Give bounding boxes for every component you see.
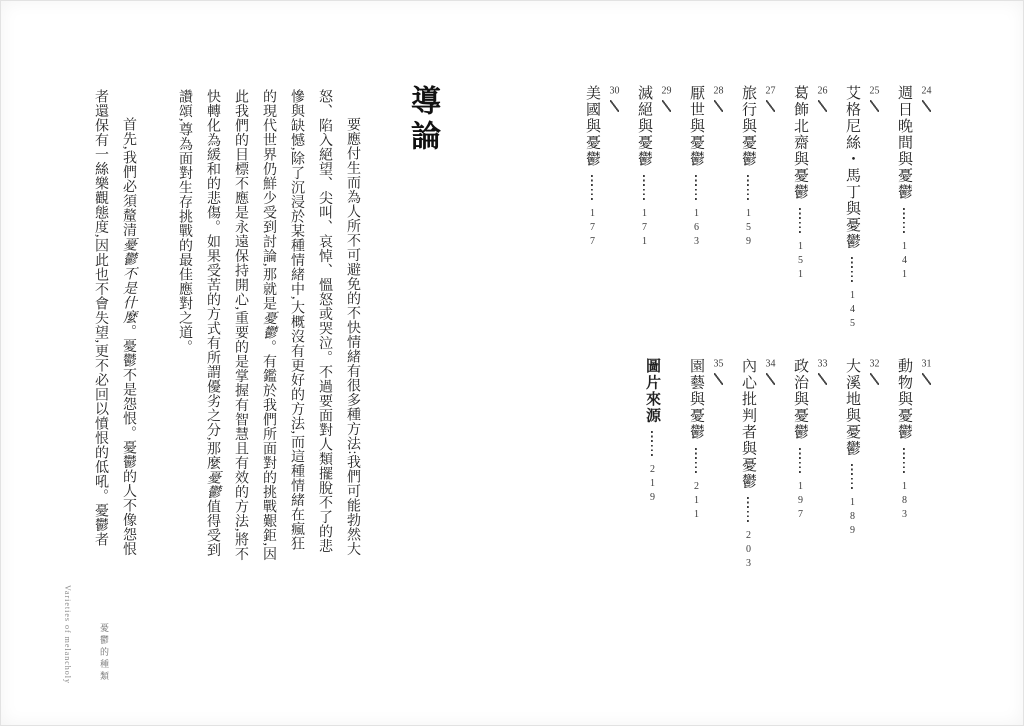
paragraph [86, 89, 142, 561]
dotted-leader [746, 175, 750, 201]
chapter-number: 27 [765, 86, 776, 96]
slash-icon [610, 100, 619, 112]
emphasized-text: 憂鬱不是什麼 [121, 237, 136, 324]
dotted-leader [902, 208, 906, 234]
chapter-number: 25 [869, 86, 880, 96]
chapter-number: 29 [661, 86, 672, 96]
chapter-title: 滅絕與憂鬱 [636, 85, 652, 168]
chapter-number: 32 [869, 359, 880, 369]
slash-icon [922, 373, 931, 385]
body-text: 。有鑑於我們所面對的挑戰艱鉅,因此我們的目標不應是永遠保持開心,重要的是掌握有智慧且有效的方法,將不快轉化為緩和的悲傷。如果受苦的方式有所謂優劣之分,那麼 [205, 89, 276, 561]
page-number: 183 [899, 480, 910, 523]
page-number: 197 [795, 480, 806, 523]
chapter-title: 政治與憂鬱 [792, 358, 808, 441]
running-title-en: Varieties of melancholy [63, 585, 72, 684]
body-text: 首先,我們必須釐清 [121, 117, 136, 237]
slash-icon [766, 373, 775, 385]
toc-entry [789, 358, 833, 688]
page-number: 219 [647, 464, 658, 506]
slash-icon [922, 100, 931, 112]
slash-icon [766, 100, 775, 112]
toc-entry [841, 358, 885, 688]
dotted-leader [902, 448, 906, 474]
dotted-leader [694, 175, 698, 201]
chapter-title: 艾格尼絲・馬丁與憂鬱 [844, 85, 860, 250]
chapter-title: 大溪地與憂鬱 [844, 358, 860, 457]
chapter-title: 旅行與憂鬱 [740, 85, 756, 168]
toc-entry [641, 358, 663, 688]
slash-icon [662, 100, 671, 112]
chapter-title: 葛飾北齋與憂鬱 [792, 85, 808, 201]
chapter-title: 圖片來源 [644, 358, 660, 424]
toc-entry [581, 85, 625, 525]
slash-icon [870, 373, 879, 385]
body-text: 。憂鬱不是怨恨。憂鬱的人不像怨恨者還保有一絲樂觀態度,因此也不會失望,更不必回以憤恨的低吼。憂鬱者 [93, 89, 136, 556]
page-number: 141 [899, 240, 910, 283]
chapter-title: 內心批判者與憂鬱 [740, 358, 756, 490]
chapter-title: 厭世與憂鬱 [688, 85, 704, 168]
dotted-leader [694, 448, 698, 474]
dotted-leader [590, 175, 594, 201]
paragraph [170, 89, 366, 561]
dotted-leader [798, 208, 802, 234]
chapter-number: 24 [921, 86, 932, 96]
page-number: 159 [743, 207, 754, 250]
introduction-body [79, 89, 366, 561]
dotted-leader [642, 175, 646, 201]
slash-icon [714, 100, 723, 112]
running-title-cjk: 憂鬱的種類 [99, 623, 109, 683]
toc-band-bottom [633, 358, 937, 688]
emphasized-text: 憂鬱 [205, 470, 220, 499]
chapter-number: 28 [713, 86, 724, 96]
chapter-title: 週日晚間與憂鬱 [896, 85, 912, 201]
chapter-number: 33 [817, 359, 828, 369]
dotted-leader [798, 448, 802, 474]
toc-entry [685, 358, 729, 688]
page-number: 145 [847, 290, 858, 332]
page-number: 151 [795, 240, 806, 283]
dotted-leader [746, 497, 750, 523]
chapter-number: 26 [817, 86, 828, 96]
dotted-leader [850, 464, 854, 490]
page-number: 203 [743, 530, 754, 572]
chapter-title: 動物與憂鬱 [896, 358, 912, 441]
body-text: 值得受到讚頌,尊為面對生存挑戰的最佳應對之道。 [177, 89, 220, 557]
chapter-title: 園藝與憂鬱 [688, 358, 704, 441]
page-number: 211 [691, 480, 702, 523]
page-number: 171 [639, 207, 650, 250]
slash-icon [870, 100, 879, 112]
emphasized-text: 憂鬱 [261, 310, 276, 340]
body-text: 要應付生而為人所不可避免的不快情緒有很多種方法:我們可能勃然大怒、陷入絕望、尖叫、哀悼、慍怒或哭泣。不過要面對人類擺脫不了的悲慘與缺憾,除了沉浸於某種情緒中,大概沒有更好的方法,而這種情緒在瘋狂的現代世界仍鮮少受到討論,那就是 [261, 89, 360, 557]
chapter-number: 31 [921, 359, 932, 369]
chapter-heading: 導論 [406, 85, 439, 155]
page-number: 163 [691, 207, 702, 250]
chapter-title: 美國與憂鬱 [584, 85, 600, 168]
toc-entry [737, 358, 781, 688]
dotted-leader [650, 431, 654, 457]
chapter-number: 30 [609, 86, 620, 96]
slash-icon [818, 100, 827, 112]
slash-icon [818, 373, 827, 385]
slash-icon [714, 373, 723, 385]
chapter-number: 35 [713, 359, 724, 369]
dotted-leader [850, 257, 854, 283]
chapter-number: 34 [765, 359, 776, 369]
page-number: 189 [847, 497, 858, 539]
page-number: 177 [587, 207, 598, 250]
toc-entry [893, 358, 937, 688]
